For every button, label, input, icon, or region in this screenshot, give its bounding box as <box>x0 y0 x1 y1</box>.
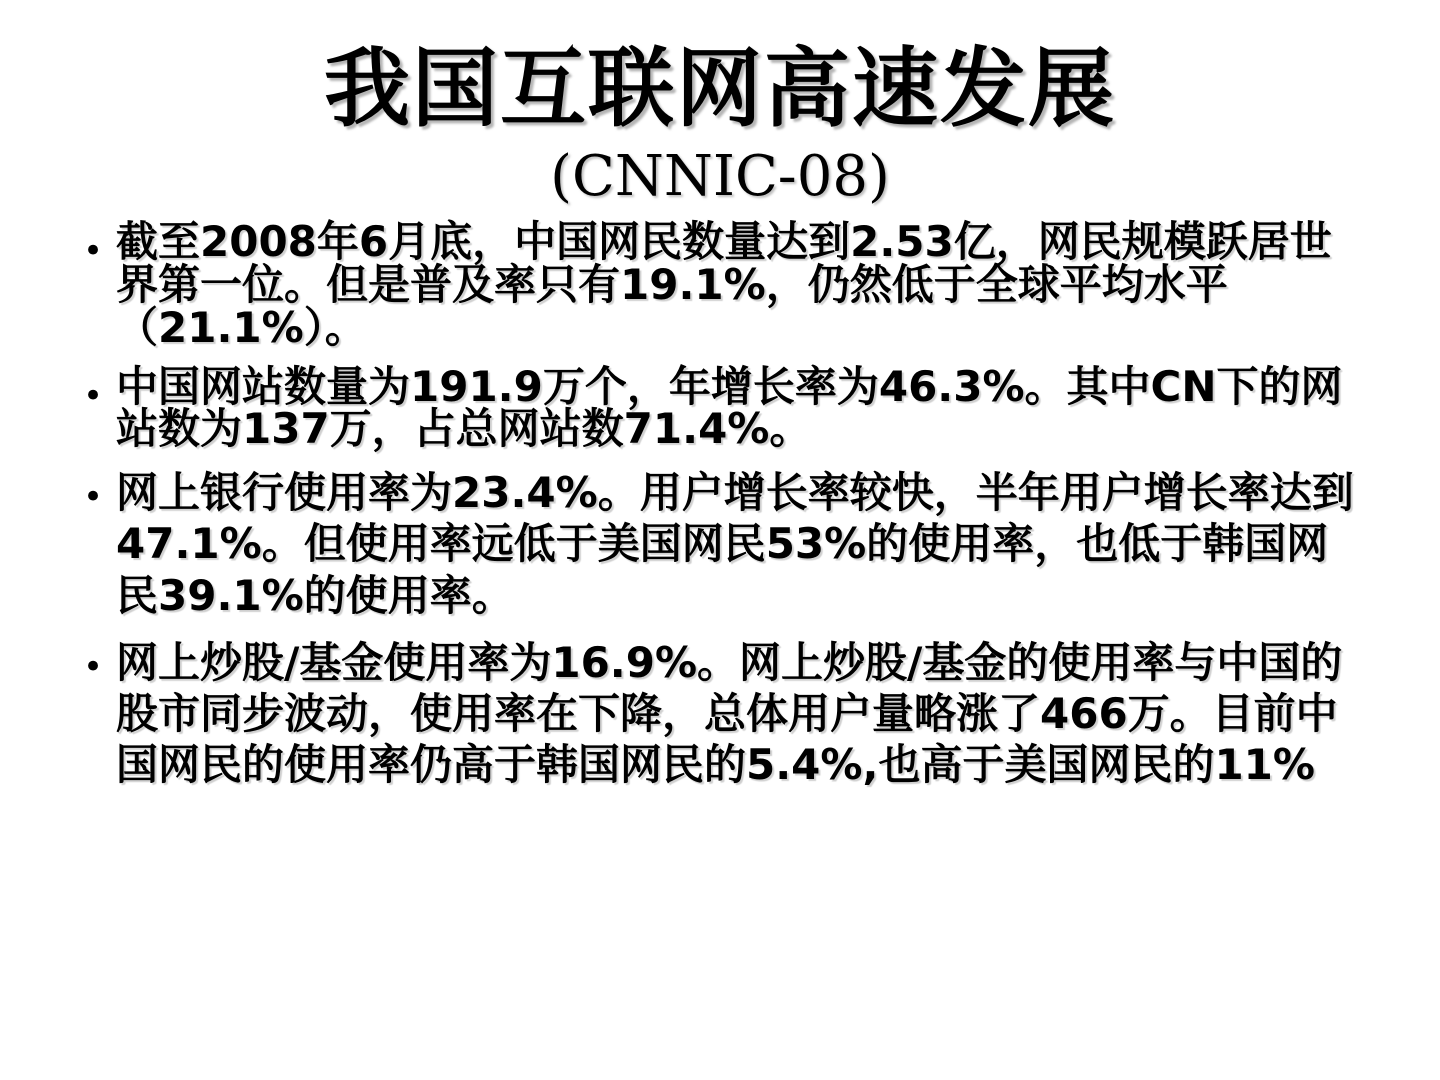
page-title: 我国互联网高速发展 <box>324 38 1116 139</box>
page-subtitle: (CNNIC-08) <box>550 144 890 210</box>
list-item-text: 截至2008年6月底，中国网民数量达到2.53亿，网民规模跃居世界第一位。但是普及率只有19.1%，仍然低于全球平均水平（21.1%）。 <box>116 217 1332 352</box>
list-item-text: 中国网站数量为191.9万个，年增长率为46.3%。其中CN下的网站数为137万，占总网站数71.4%。 <box>116 361 1343 454</box>
list-item <box>70 637 1370 791</box>
bullet-list <box>0 217 1440 791</box>
list-item <box>70 467 1370 621</box>
bullet-icon: • <box>82 477 104 518</box>
bullet-icon: • <box>82 646 104 687</box>
list-item-text: 网上银行使用率为23.4%。用户增长率较快，半年用户增长率达到47.1%。但使用率远低于美国网民53%的使用率，也低于韩国网民39.1%的使用率。 <box>116 468 1354 620</box>
list-item <box>70 361 1370 454</box>
title-block <box>0 0 1440 210</box>
bullet-icon: • <box>82 375 104 416</box>
list-item-text: 网上炒股/基金使用率为16.9%。网上炒股/基金的使用率与中国的股市同步波动，使用率在下降，总体用户量略涨了466万。目前中国网民的使用率仍高于韩国网民的5.4%,也高于美国网民的11% <box>116 637 1343 790</box>
bullet-icon: • <box>82 231 104 272</box>
list-item <box>70 217 1370 352</box>
